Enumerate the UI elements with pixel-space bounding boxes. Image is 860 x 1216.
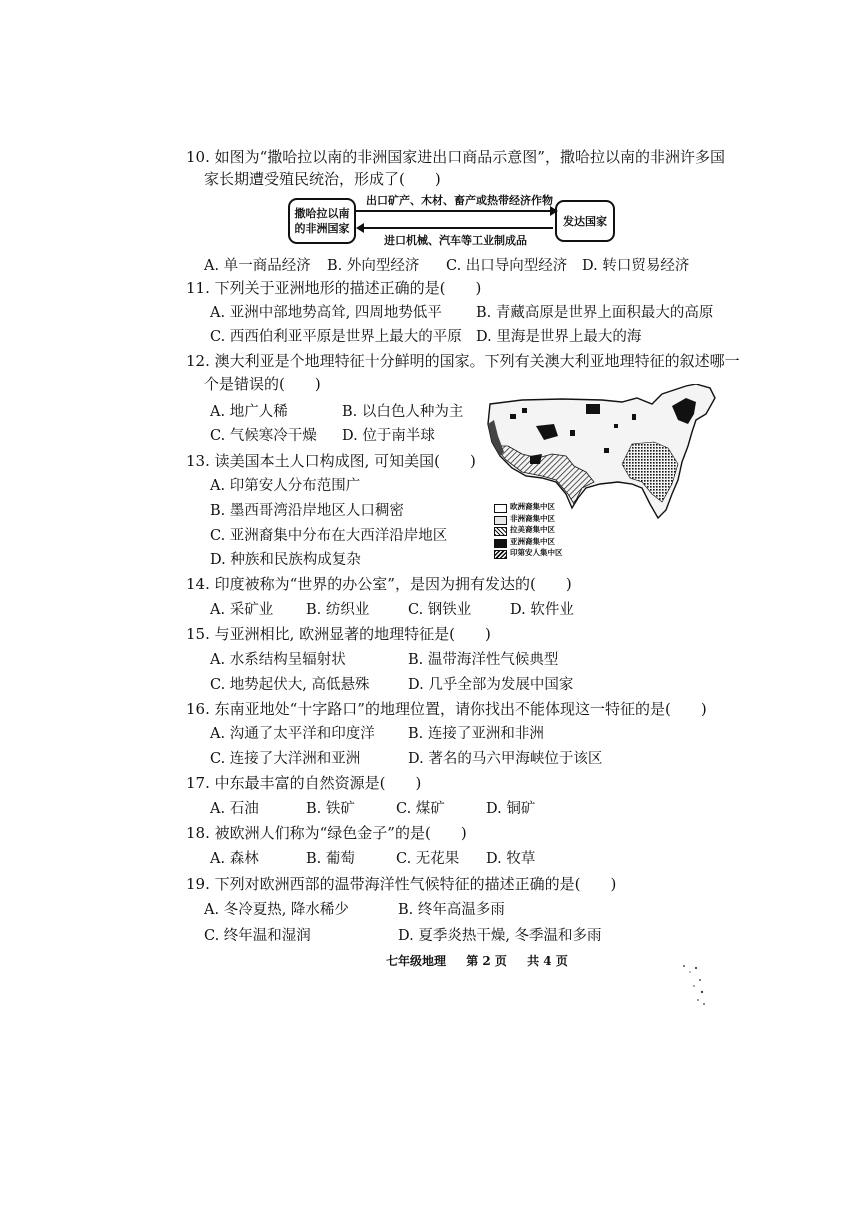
q16-option-c[interactable]: C. 连接了大洋洲和亚洲 (210, 751, 361, 767)
footer-total: 共 4 页 (527, 954, 568, 968)
cluster-4 (604, 448, 609, 453)
q19-option-a[interactable]: A. 冬冷夏热, 降水稀少 (204, 902, 349, 918)
q10-option-d[interactable]: D. 转口贸易经济 (582, 258, 690, 274)
q11-option-d[interactable]: D. 里海是世界上最大的海 (476, 329, 642, 345)
q18-stem: 18. 被欧洲人们称为“绿色金子”的是( ) (186, 824, 467, 842)
q14-option-a[interactable]: A. 采矿业 (210, 602, 274, 618)
q12-option-b[interactable]: B. 以白色人种为主 (342, 404, 464, 420)
q15-option-b[interactable]: B. 温带海洋性气候典型 (408, 652, 559, 668)
q15-option-d[interactable]: D. 几乎全部为发展中国家 (408, 677, 574, 693)
q12-option-d[interactable]: D. 位于南半球 (342, 428, 435, 444)
q11-option-c[interactable]: C. 西西伯利亚平原是世界上最大的平原 (210, 329, 462, 345)
q17-option-c[interactable]: C. 煤矿 (396, 801, 445, 817)
q19-option-d[interactable]: D. 夏季炎热干燥, 冬季温和多雨 (398, 928, 602, 944)
legend-swatch-african (494, 516, 507, 525)
legend-row-european (494, 502, 614, 514)
q10-stem-line2: 家长期遭受殖民统治，形成了( ) (204, 170, 441, 188)
native-region-2 (586, 404, 600, 414)
q17-option-d[interactable]: D. 铜矿 (486, 801, 536, 817)
q18-option-d[interactable]: D. 牧草 (486, 851, 536, 867)
q19-option-b[interactable]: B. 终年高温多雨 (398, 902, 505, 918)
q16-option-d[interactable]: D. 著名的马六甲海峡位于该区 (408, 751, 603, 767)
q17-stem: 17. 中东最丰富的自然资源是( ) (186, 774, 422, 792)
footer-subject: 七年级地理 (386, 954, 447, 968)
q16-option-b[interactable]: B. 连接了亚洲和非洲 (408, 726, 544, 742)
q15-option-c[interactable]: C. 地势起伏大, 高低悬殊 (210, 677, 370, 693)
diagram-right-box: 发达国家 (555, 200, 615, 242)
q15-stem: 15. 与亚洲相比, 欧洲显著的地理特征是( ) (186, 625, 491, 643)
q10-stem-line1: 10. 如图为“撒哈拉以南的非洲国家进出口商品示意图”，撒哈拉以南的非洲许多国 (186, 148, 725, 166)
cluster-1 (510, 414, 516, 419)
q13-option-d[interactable]: D. 种族和民族构成复杂 (210, 552, 361, 568)
legend-swatch-hispanic (494, 527, 507, 536)
cluster-5 (522, 408, 527, 413)
q12-option-a[interactable]: A. 地广人稀 (210, 404, 288, 420)
q18-option-a[interactable]: A. 森林 (210, 851, 259, 867)
legend-row-hispanic (494, 525, 614, 537)
q11-stem: 11. 下列关于亚洲地形的描述正确的是( ) (186, 279, 482, 297)
q14-option-c[interactable]: C. 钢铁业 (408, 602, 472, 618)
q12-option-c[interactable]: C. 气候寒冷干燥 (210, 428, 317, 444)
legend-row-native (494, 548, 614, 560)
q13-option-b[interactable]: B. 墨西哥湾沿岸地区人口稠密 (210, 503, 404, 519)
export-arrow-label: 出口矿产、木材、畜产或热带经济作物 (366, 194, 553, 207)
legend-label-african: 非洲裔集中区 (510, 513, 555, 523)
legend-label-asian: 亚洲裔集中区 (510, 536, 555, 546)
q13-stem: 13. 读美国本土人口构成图, 可知美国( ) (186, 452, 476, 470)
scan-noise (676, 960, 716, 1010)
import-arrow-head (356, 223, 364, 233)
legend-row-african (494, 514, 614, 526)
q15-option-a[interactable]: A. 水系结构呈辐射状 (210, 652, 346, 668)
legend-swatch-asian (494, 539, 507, 548)
q18-option-b[interactable]: B. 葡萄 (306, 851, 355, 867)
q19-option-c[interactable]: C. 终年温和湿润 (204, 928, 311, 944)
q14-option-b[interactable]: B. 纺织业 (306, 602, 370, 618)
q13-option-c[interactable]: C. 亚洲裔集中分布在大西洋沿岸地区 (210, 528, 448, 544)
legend-row-asian (494, 537, 614, 549)
q12-stem-line2: 个是错误的( ) (204, 375, 321, 393)
page-footer (386, 952, 584, 969)
cluster-3 (614, 424, 618, 428)
q17-option-b[interactable]: B. 铁矿 (306, 801, 355, 817)
trade-diagram (288, 190, 614, 250)
q14-option-d[interactable]: D. 软件业 (510, 602, 574, 618)
q11-option-a[interactable]: A. 亚洲中部地势高耸, 四周地势低平 (210, 305, 442, 321)
q18-option-c[interactable]: C. 无花果 (396, 851, 460, 867)
legend-swatch-european (494, 504, 507, 513)
q10-option-c[interactable]: C. 出口导向型经济 (446, 258, 568, 274)
q16-option-a[interactable]: A. 沟通了太平洋和印度洋 (210, 726, 375, 742)
cluster-6 (632, 414, 636, 420)
legend-swatch-native (494, 550, 507, 559)
diagram-left-box: 撒哈拉以南的非洲国家 (288, 198, 356, 244)
q13-option-a[interactable]: A. 印第安人分布范围广 (210, 478, 361, 494)
legend-label-european: 欧洲裔集中区 (510, 502, 555, 511)
q10-option-b[interactable]: B. 外向型经济 (327, 258, 420, 274)
q19-stem: 19. 下列对欧洲西部的温带海洋性气候特征的描述正确的是( ) (186, 875, 617, 893)
legend-label-native: 印第安人集中区 (510, 548, 563, 557)
q17-option-a[interactable]: A. 石油 (210, 801, 259, 817)
map-legend (494, 502, 614, 560)
q14-stem: 14. 印度被称为“世界的办公室”，是因为拥有发达的( ) (186, 575, 572, 593)
q11-option-b[interactable]: B. 青藏高原是世界上面积最大的高原 (476, 305, 714, 321)
import-arrow-label: 进口机械、汽车等工业制成品 (384, 234, 527, 247)
q10-option-a[interactable]: A. 单一商品经济 (204, 258, 311, 274)
legend-label-hispanic: 拉美裔集中区 (510, 525, 555, 534)
q16-stem: 16. 东南亚地处“十字路口”的地理位置，请你找出不能体现这一特征的是( ) (186, 700, 707, 718)
footer-page: 第 2 页 (466, 954, 507, 968)
cluster-2 (570, 430, 575, 436)
q12-stem-line1: 12. 澳大利亚是个地理特征十分鲜明的国家。下列有关澳大利亚地理特征的叙述哪一 (186, 352, 740, 370)
